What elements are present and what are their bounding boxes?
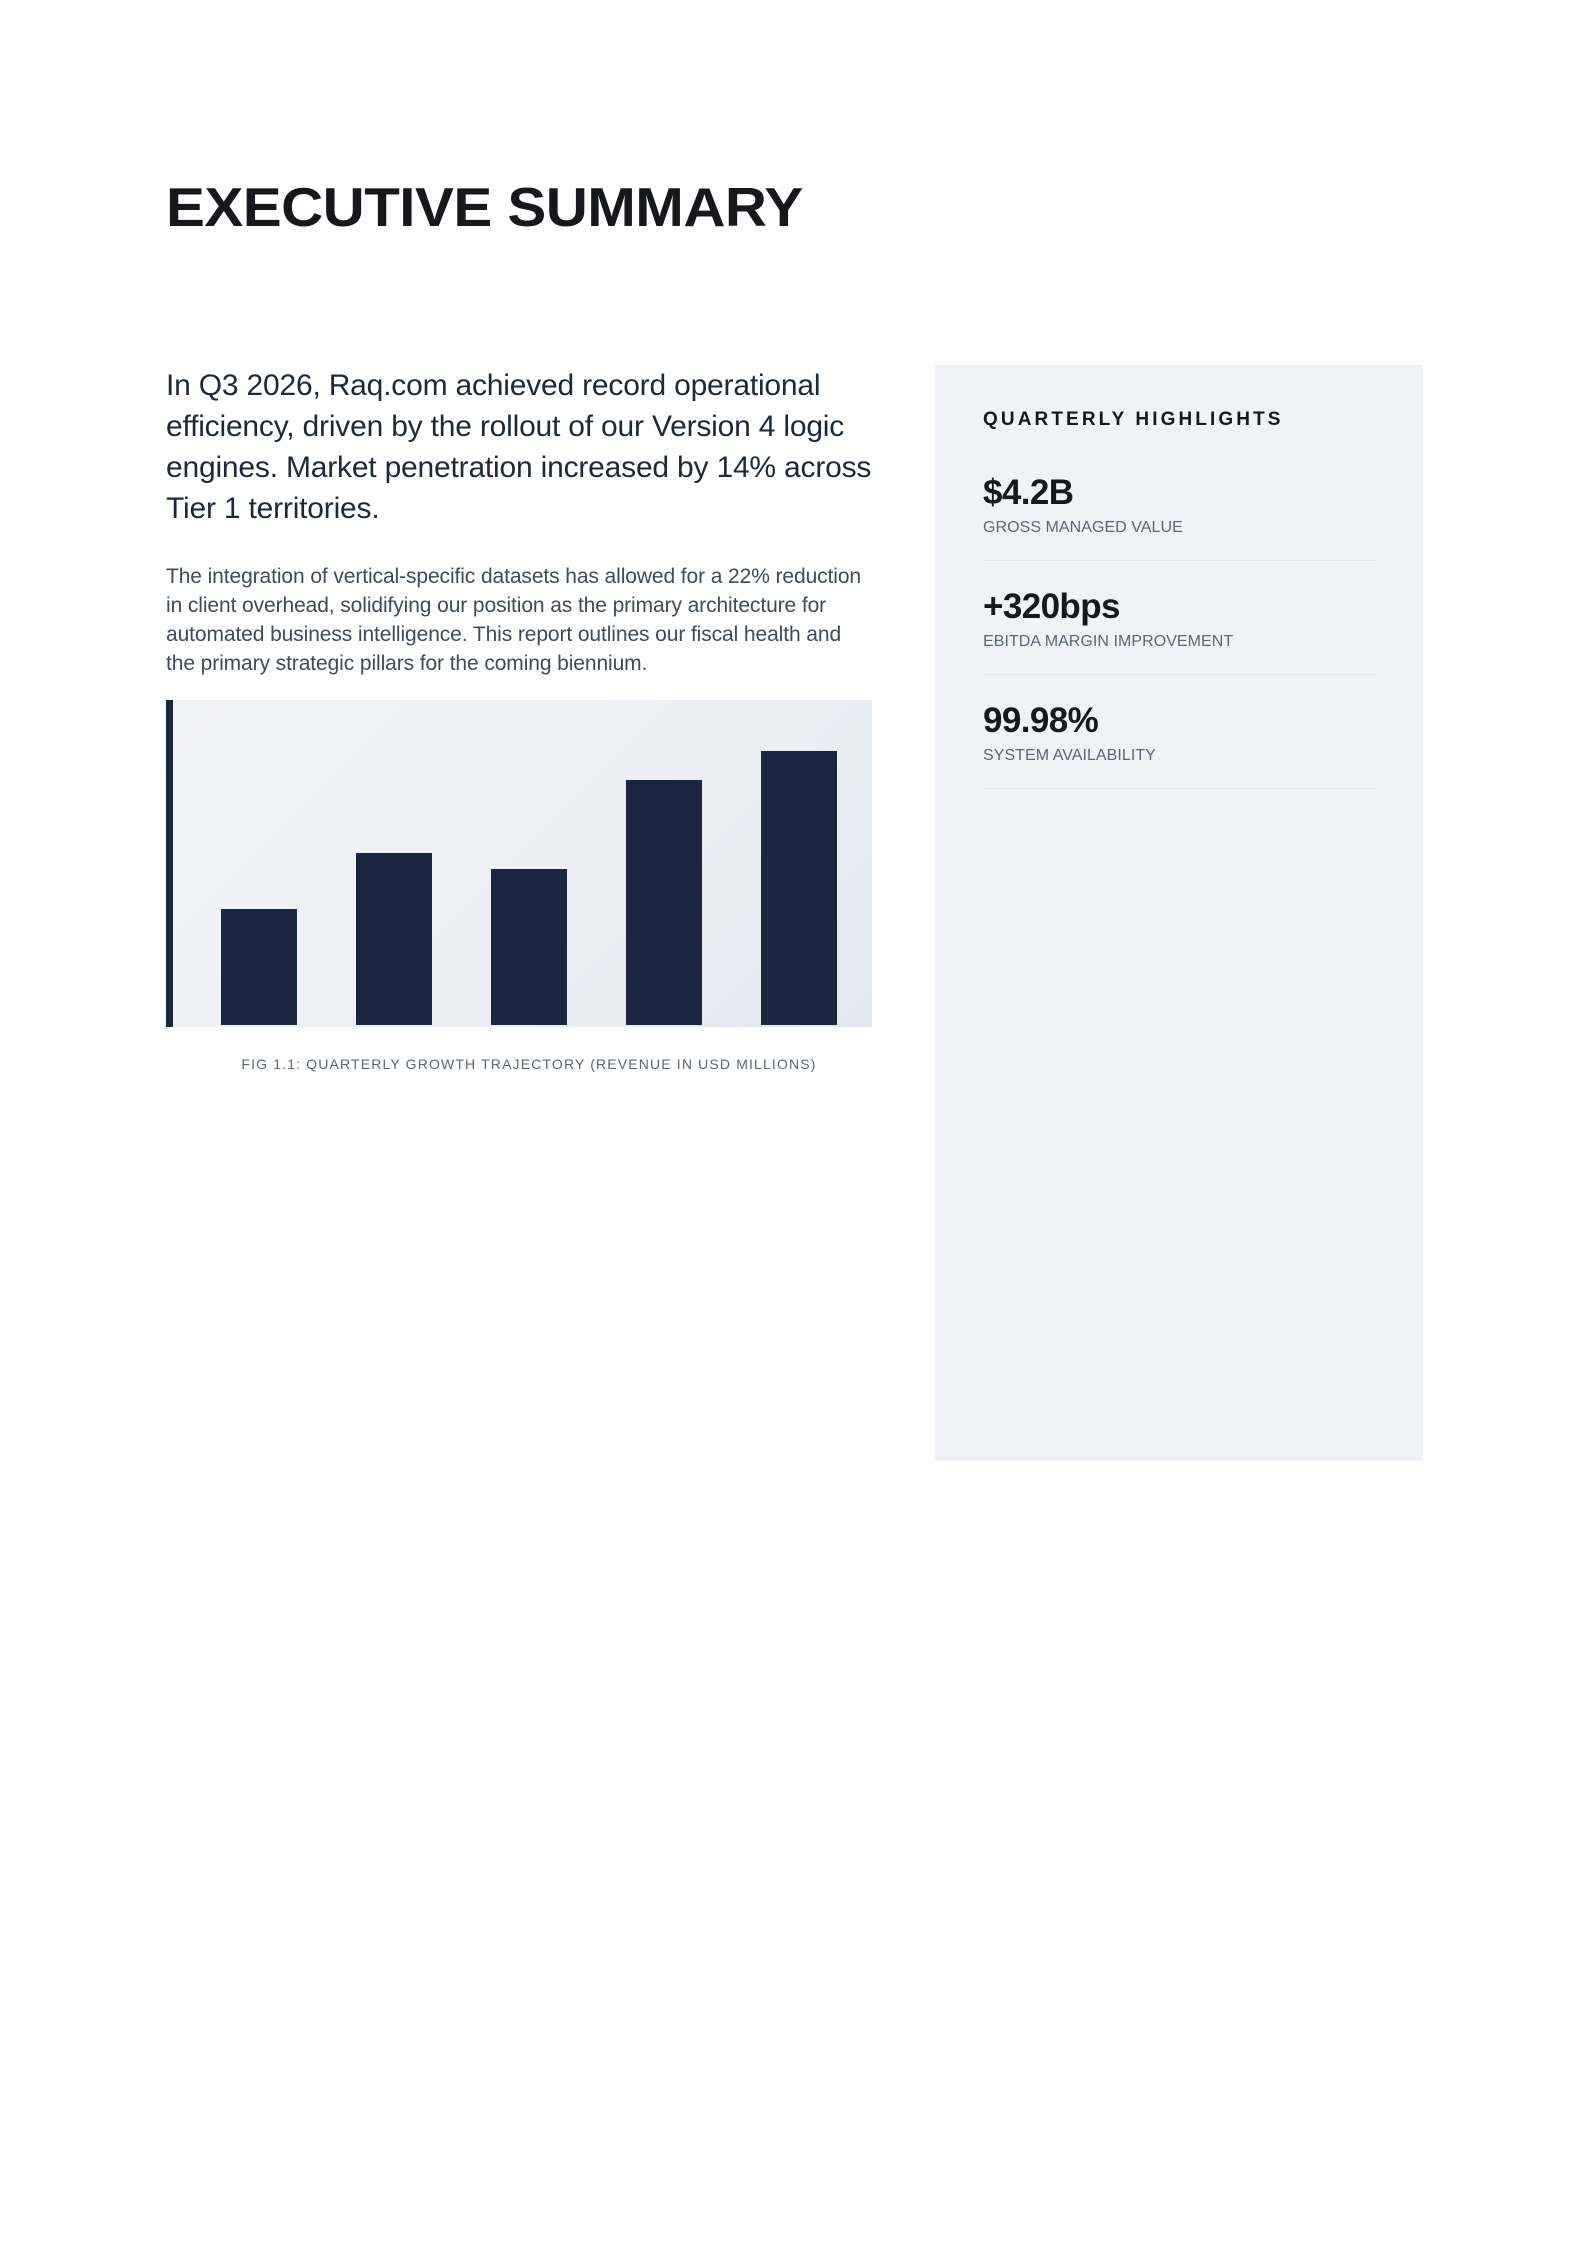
stat-block — [983, 587, 1375, 675]
page-title: EXECUTIVE SUMMARY — [166, 175, 803, 238]
stat-label: GROSS MANAGED VALUE — [983, 519, 1183, 537]
chart-bar — [221, 909, 297, 1025]
stat-value: 99.98% — [983, 701, 1099, 741]
chart-bar — [626, 780, 702, 1025]
chart-bar — [356, 853, 432, 1025]
figure-caption: FIG 1.1: QUARTERLY GROWTH TRAJECTORY (REVENUE IN USD MILLIONS) — [241, 1056, 817, 1072]
bar-chart — [221, 730, 837, 1025]
lead-paragraph: In Q3 2026, Raq.com achieved record operational efficiency, driven by the rollout of our Version 4 logic engines. Market penetration increased by 14% across Tier 1 territories. — [166, 369, 872, 526]
sidebar-content — [983, 407, 1375, 815]
chart-bar — [761, 751, 837, 1025]
chart-bar — [491, 869, 567, 1025]
body-paragraph: The integration of vertical-specific datasets has allowed for a 22% reduction in client overhead, solidifying our position as the primary architecture for automated business intelligence. This report outlines our fiscal health and the primary strategic pillars for the coming biennium. — [166, 565, 862, 675]
content-area — [166, 365, 1423, 1465]
figure-chart-panel — [166, 700, 872, 1072]
quarterly-highlights-panel — [935, 365, 1423, 1461]
stat-label: SYSTEM AVAILABILITY — [983, 747, 1156, 765]
main-column — [166, 365, 872, 1072]
sidebar-heading: QUARTERLY HIGHLIGHTS — [983, 409, 1284, 430]
stat-value: +320bps — [983, 587, 1120, 627]
stat-value: $4.2B — [983, 472, 1074, 512]
stat-label: EBITDA MARGIN IMPROVEMENT — [983, 633, 1234, 651]
stat-block — [983, 473, 1375, 561]
stat-block — [983, 701, 1375, 789]
